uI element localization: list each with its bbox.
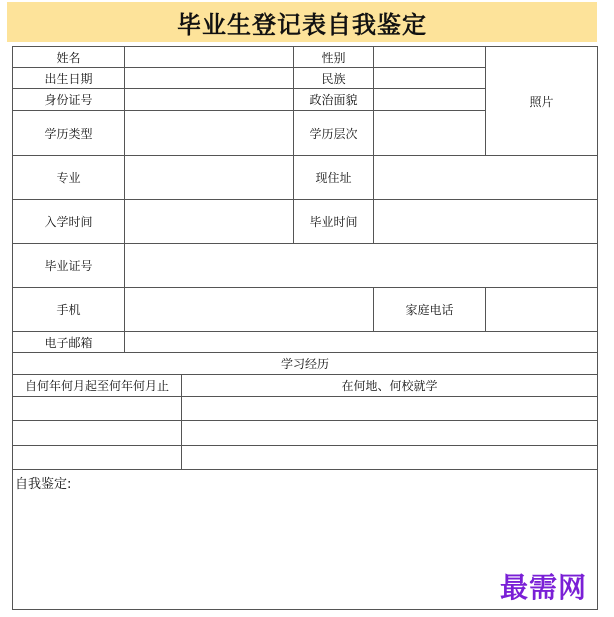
label-major: 专业 <box>12 155 125 200</box>
photo-box[interactable] <box>485 46 598 156</box>
id-number-field[interactable] <box>124 88 294 111</box>
address-field[interactable] <box>373 155 598 200</box>
edu-type-field[interactable] <box>124 110 294 156</box>
label-enroll-time: 入学时间 <box>12 199 125 244</box>
label-gender: 性别 <box>293 46 374 68</box>
ethnicity-field[interactable] <box>373 67 486 89</box>
label-ethnicity: 民族 <box>293 67 374 89</box>
grad-time-field[interactable] <box>373 199 598 244</box>
mobile-field[interactable] <box>124 287 374 332</box>
label-grad-cert: 毕业证号 <box>12 243 125 288</box>
study-row-period[interactable] <box>12 396 182 421</box>
label-name: 姓名 <box>12 46 125 68</box>
major-field[interactable] <box>124 155 294 200</box>
name-field[interactable] <box>124 46 294 68</box>
home-phone-field[interactable] <box>485 287 598 332</box>
birth-date-field[interactable] <box>124 67 294 89</box>
study-col-where: 在何地、何校就学 <box>181 374 598 397</box>
watermark-logo: 最需网 <box>500 571 588 604</box>
study-row-where[interactable] <box>181 396 598 421</box>
label-photo: 照片 <box>529 94 554 109</box>
label-edu-level: 学历层次 <box>293 110 374 156</box>
label-email: 电子邮箱 <box>12 331 125 353</box>
study-row-period[interactable] <box>12 445 182 470</box>
study-history-heading: 学习经历 <box>12 352 598 375</box>
study-row-where[interactable] <box>181 420 598 446</box>
label-grad-time: 毕业时间 <box>293 199 374 244</box>
label-address: 现住址 <box>293 155 374 200</box>
label-mobile: 手机 <box>12 287 125 332</box>
label-home-phone: 家庭电话 <box>373 287 486 332</box>
email-field[interactable] <box>124 331 598 353</box>
study-row-where[interactable] <box>181 445 598 470</box>
edu-level-field[interactable] <box>373 110 486 156</box>
gender-field[interactable] <box>373 46 486 68</box>
study-col-period: 自何年何月起至何年何月止 <box>12 374 182 397</box>
label-birth-date: 出生日期 <box>12 67 125 89</box>
form-title: 毕业生登记表自我鉴定 <box>7 2 597 42</box>
study-row-period[interactable] <box>12 420 182 446</box>
enroll-time-field[interactable] <box>124 199 294 244</box>
label-edu-type: 学历类型 <box>12 110 125 156</box>
label-id-number: 身份证号 <box>12 88 125 111</box>
label-political-status: 政治面貌 <box>293 88 374 111</box>
political-status-field[interactable] <box>373 88 486 111</box>
grad-cert-field[interactable] <box>124 243 598 288</box>
self-evaluation-label: 自我鉴定: <box>15 477 72 492</box>
